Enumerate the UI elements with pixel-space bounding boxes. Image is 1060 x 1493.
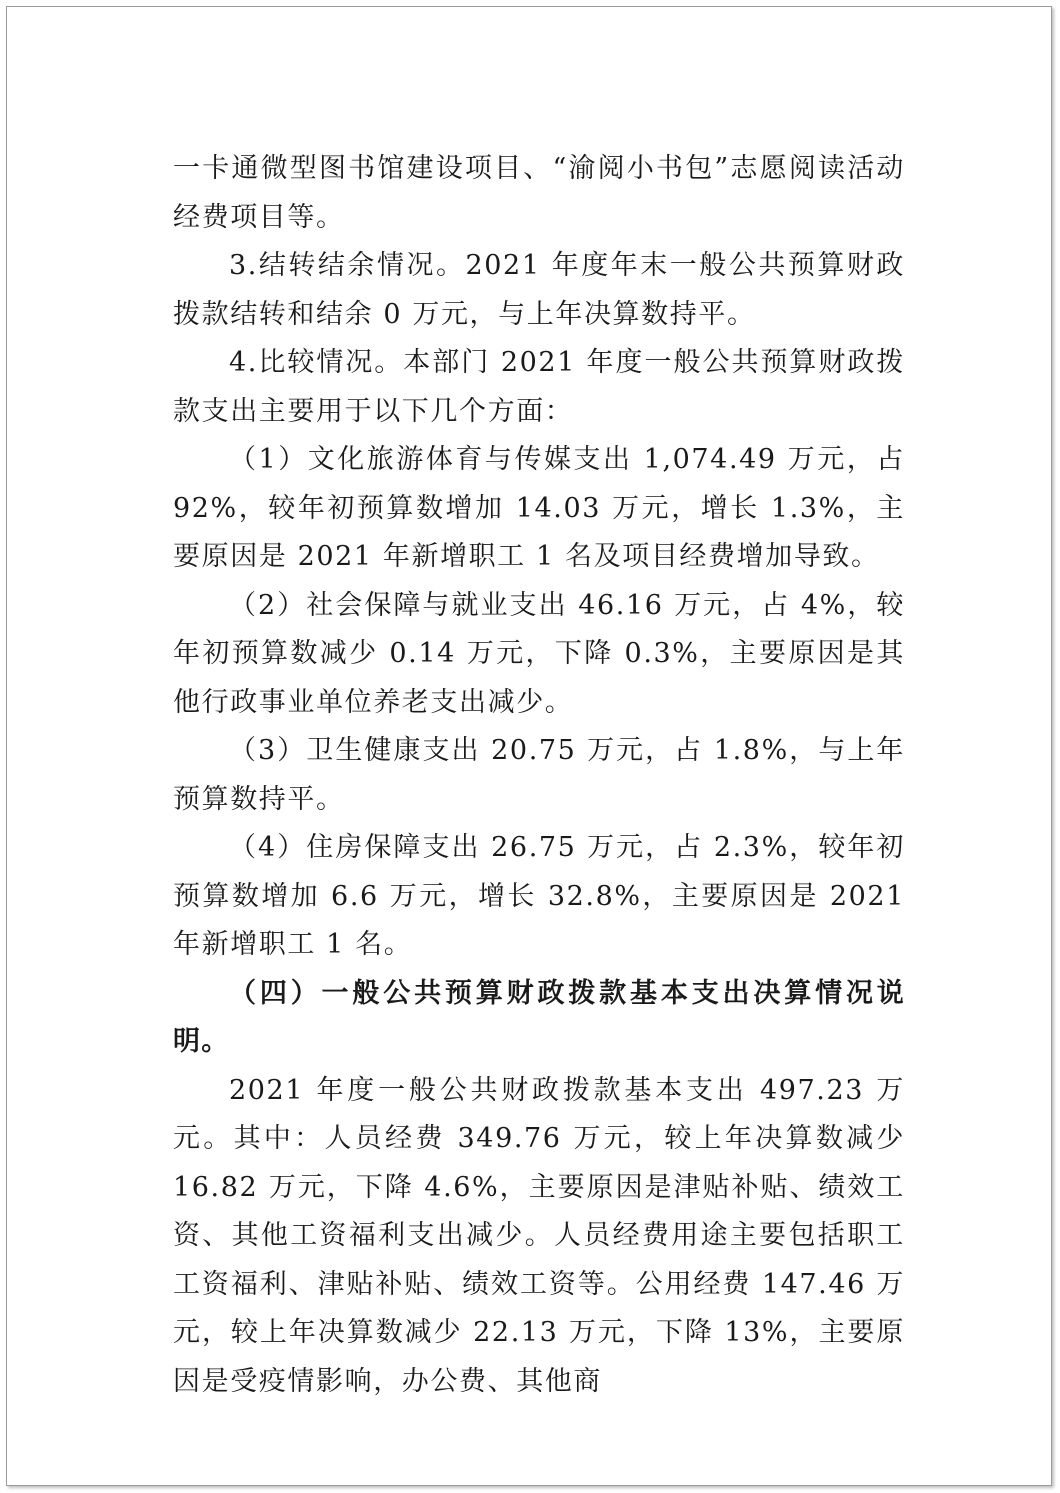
paragraph-project-list-continued: 一卡通微型图书馆建设项目、“渝阅小书包”志愿阅读活动经费项目等。	[173, 153, 905, 233]
document-body	[173, 145, 905, 1406]
document-page	[6, 6, 1052, 1486]
paragraph-social-security-expense: （2）社会保障与就业支出 46.16 万元，占 4%，较年初预算数减少 0.14 万元，下降 0.3%，主要原因是其他行政事业单位养老支出减少。	[173, 589, 905, 718]
paragraph-comparison-intro: 4.比较情况。本部门 2021 年度一般公共预算财政拨款支出主要用于以下几个方面：	[173, 347, 905, 427]
paragraph-carryover-balance: 3.结转结余情况。2021 年度年末一般公共预算财政拨款结转和结余 0 万元，与上年决算数持平。	[173, 250, 905, 330]
paragraph-health-expense: （3）卫生健康支出 20.75 万元，占 1.8%，与上年预算数持平。	[173, 735, 905, 815]
paragraph-housing-expense: （4）住房保障支出 26.75 万元，占 2.3%，较年初预算数增加 6.6 万元，增长 32.8%，主要原因是 2021 年新增职工 1 名。	[173, 832, 905, 960]
section-heading-basic-expenditure: （四）一般公共预算财政拨款基本支出决算情况说明。	[173, 977, 905, 1057]
paragraph-culture-tourism-expense: （1）文化旅游体育与传媒支出 1,074.49 万元，占 92%，较年初预算数增加 14.03 万元，增长 1.3%，主要原因是 2021 年新增职工 1 名及项目经费增加导致。	[173, 444, 905, 572]
paragraph-basic-expenditure-detail: 2021 年度一般公共财政拨款基本支出 497.23 万元。其中：人员经费 349.76 万元，较上年决算数减少 16.82 万元，下降 4.6%，主要原因是津贴补贴、绩效工资、其他工资福利支出减少。人员经费用途主要包括职工工资福利、津贴补贴、绩效工资等。公用经费 147.46 万元，较上年决算数减少 22.13 万元，下降 13%，主要原因是受疫情影响，办公费、其他商	[173, 1074, 905, 1397]
